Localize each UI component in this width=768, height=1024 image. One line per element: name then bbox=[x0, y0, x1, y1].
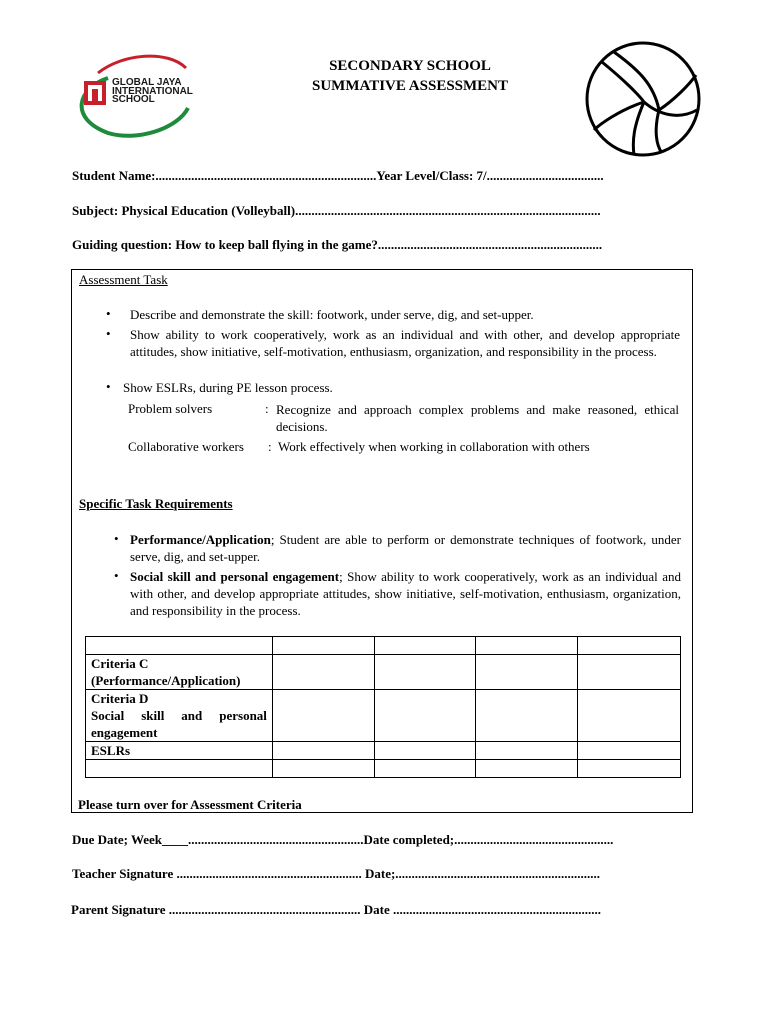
specific-item-1 bbox=[130, 531, 681, 565]
bullet-icon: • bbox=[114, 531, 119, 546]
criteria-c-desc: (Performance/Application) bbox=[91, 673, 241, 688]
table-cell bbox=[476, 655, 578, 690]
turn-over-note: Please turn over for Assessment Criteria bbox=[78, 797, 302, 812]
document-title bbox=[250, 56, 570, 96]
table-cell bbox=[272, 655, 374, 690]
criteria-c-label: Criteria C bbox=[91, 656, 149, 671]
table-cell bbox=[578, 690, 681, 742]
criteria-c-cell bbox=[86, 655, 273, 690]
parent-signature-field: Parent Signature ........................................................... Date ................................................................ bbox=[71, 902, 601, 917]
table-cell bbox=[578, 655, 681, 690]
specific-item-2-title: Social skill and personal engagement bbox=[130, 569, 340, 584]
criteria-d-cell bbox=[86, 690, 273, 742]
table-cell bbox=[374, 742, 476, 760]
volleyball-icon bbox=[584, 40, 702, 158]
assessment-bullet-2: Show ability to work cooperatively, work as an individual and with other, and develop appropriate attitudes, show initiative, self-motivation, enthusiasm, organization, and responsibility in the process. bbox=[130, 327, 680, 359]
guiding-question-field: Guiding question: How to keep ball flying in the game?..................................................................... bbox=[72, 237, 603, 252]
specific-item-2 bbox=[130, 568, 681, 619]
logo-text bbox=[112, 79, 193, 105]
criteria-d-desc: Social skill and personal engagement bbox=[91, 708, 267, 740]
bullet-icon: • bbox=[106, 326, 111, 341]
table-cell bbox=[578, 637, 681, 655]
assessment-bullet-3: Show ESLRs, during PE lesson process. bbox=[123, 380, 333, 395]
table-cell bbox=[374, 690, 476, 742]
logo-line-1: GLOBAL JAYA bbox=[112, 77, 182, 88]
table-row bbox=[86, 690, 681, 742]
table-row bbox=[86, 760, 681, 778]
subject-field: Subject: Physical Education (Volleyball).............................................................................................. bbox=[72, 203, 601, 218]
logo-line-2: INTERNATIONAL bbox=[112, 85, 193, 97]
eslrs-cell: ESLRs bbox=[86, 742, 273, 760]
table-row bbox=[86, 655, 681, 690]
student-name-field: Student Name:....................................................................Year Level/Class: 7/.................................... bbox=[72, 168, 604, 183]
table-cell bbox=[86, 637, 273, 655]
esl-label-problem-solvers: Problem solvers bbox=[128, 401, 213, 416]
esl-text-problem-solvers: Recognize and approach complex problems and make reasoned, ethical decisions. bbox=[276, 402, 679, 434]
table-cell bbox=[86, 760, 273, 778]
assessment-bullet-1: Describe and demonstrate the skill: footwork, under serve, dig, and set-upper. bbox=[130, 307, 534, 322]
table-cell bbox=[578, 760, 681, 778]
esl-separator: : bbox=[265, 401, 269, 416]
teacher-signature-field: Teacher Signature ......................................................... Date;............................................................... bbox=[72, 866, 601, 881]
specific-item-2-text: ; Show ability to work cooperatively, work as an individual and with other, and develop appropriate attitudes, show initiative, self-motivation, enthusiasm, organization, and responsibility in the process. bbox=[130, 569, 681, 618]
school-logo bbox=[68, 48, 194, 142]
table-cell bbox=[374, 760, 476, 778]
table-cell bbox=[476, 637, 578, 655]
title-line-1: SECONDARY SCHOOL bbox=[329, 58, 491, 74]
table-cell bbox=[578, 742, 681, 760]
criteria-d-label: Criteria D bbox=[91, 691, 149, 706]
title-line-2: SUMMATIVE ASSESSMENT bbox=[311, 78, 509, 94]
table-cell bbox=[272, 742, 374, 760]
table-cell bbox=[476, 742, 578, 760]
table-row bbox=[86, 742, 681, 760]
assessment-task-heading: Assessment Task bbox=[79, 272, 168, 287]
specific-requirements-heading: Specific Task Requirements bbox=[79, 496, 233, 511]
table-cell bbox=[272, 637, 374, 655]
bullet-icon: • bbox=[106, 306, 111, 321]
table-row bbox=[86, 637, 681, 655]
esl-text-collaborative-workers: Work effectively when working in collaboration with others bbox=[278, 439, 590, 454]
table-cell bbox=[374, 637, 476, 655]
table-cell bbox=[476, 690, 578, 742]
table-cell bbox=[476, 760, 578, 778]
specific-item-1-text: ; Student are able to perform or demonstrate techniques of footwork, under serve, dig, and set-upper. bbox=[130, 532, 681, 564]
esl-label-collaborative-workers: Collaborative workers bbox=[128, 439, 244, 454]
due-date-field: Due Date; Week____......................................................Date completed;................................................. bbox=[72, 832, 614, 847]
table-cell bbox=[272, 690, 374, 742]
specific-item-1-title: Performance/Application bbox=[130, 532, 271, 547]
table-cell bbox=[272, 760, 374, 778]
bullet-icon: • bbox=[106, 379, 111, 394]
table-cell bbox=[374, 655, 476, 690]
logo-line-3: SCHOOL bbox=[112, 94, 155, 105]
bullet-icon: • bbox=[114, 568, 119, 583]
esl-separator: : bbox=[268, 439, 272, 454]
criteria-table bbox=[85, 636, 681, 778]
